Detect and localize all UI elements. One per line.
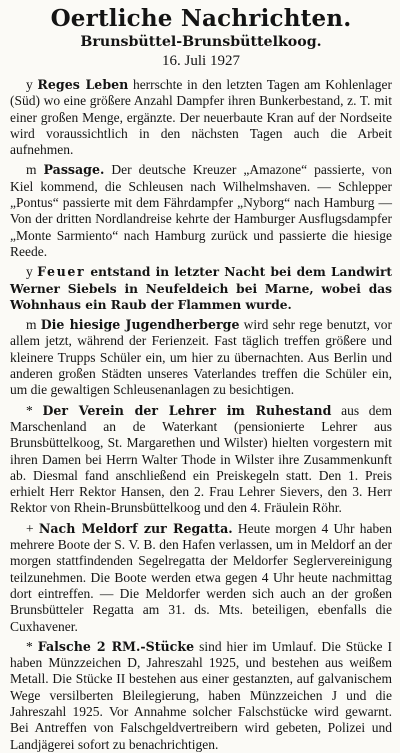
section-heading: Oertliche Nachrichten. — [50, 5, 352, 32]
article-marker: y — [26, 77, 33, 92]
article-feuer — [10, 264, 392, 313]
article-marker: * — [26, 402, 33, 418]
article-body: sind hier im Umlauf. Die Stücke I haben Münzzeichen D, Jahreszahl 1925, und bestehen aus weißem Metall. Die Stücke II bestehen aus einer gestanzten, auf galvanischem Wege versilberten Bleilegierung, haben Münzzeichen J und die Jahreszahl 1925. Vor Annahme solcher Falschstücke wird gewarnt. Bei Antreffen von Falschgeldvertreibern wird gebeten, Polizei und Landjägerei sofort zu benachrichtigen. — [10, 638, 393, 752]
article-passage — [10, 162, 392, 260]
article-reges-leben — [10, 77, 392, 158]
article-keyword: Nach Meldorf zur Regatta. — [38, 520, 233, 536]
dateline: 16. Juli 1927 — [162, 53, 240, 69]
article-keyword: Feuer — [37, 264, 86, 280]
article-keyword: Der Verein der Lehrer im Ruhestand — [42, 402, 332, 418]
article-marker: m — [26, 162, 37, 178]
article-body: wird sehr rege benutzt, vor allem jetzt, während der Ferienzeit. Fast täglich treffen größere und kleinere Trupps Schüler ein, um hier zu übernachten. Aus Berlin und anderen großen Städten unseres Vaterlandes treffen die Schüler ein, um die gewaltigen Schleusenanlagen zu besichtigen. — [10, 317, 393, 398]
article-regatta — [10, 521, 392, 635]
article-keyword: Passage. — [43, 162, 105, 178]
article-marker: + — [26, 520, 34, 536]
article-body: aus dem Marschenland an de Waterkant (pensionierte Lehrer aus Brunsbüttelkoog, St. Margarethen und Wilster) hielten vorgestern mit ihren Damen bei Herrn Walter Thode in Wilster ihre Zusammenkunft ab. Diesmal fand anschließend ein Preiskegeln statt. Den 1. Preis erhielt Herr Rektor Hansen, den 2. Frau Lehrer Sievers, den 3. Herr Rektor von Rhein-Brunsbüttelkoog und den 4. Fräulein Röhr. — [10, 402, 392, 516]
article-jugendherberge — [10, 317, 392, 398]
article-body: entstand in letzter Nacht bei dem Landwirt Werner Siebels in Neufeldeich bei Marne, wobei das Wohnhaus ein Raub der Flammen wurde. — [10, 265, 393, 312]
location-heading: Brunsbüttel-Brunsbüttelkoog. — [80, 34, 322, 50]
article-body: Heute morgen 4 Uhr haben mehrere Boote der S. V. B. den Hafen verlassen, um in Meldorf an der morgen stattfindenden Segelregatta der Meldorfer Seglervereinigung teilzunehmen. Die Boote werden etwa gegen 4 Uhr heute nachmittag dort eintreffen. — Die Meldorfer werden sich auch an der großen Brunsbütteler Regatta am 31. ds. Mts. beteiligen, ebenfalls die Cuxhavener. — [10, 520, 392, 634]
article-lehrerverein — [10, 403, 392, 517]
article-falschgeld — [10, 639, 392, 753]
article-keyword: Die hiesige Jugendherberge — [40, 317, 240, 333]
article-body: herrschte in den letzten Tagen am Kohlenlager (Süd) wo eine größere Anzahl Dampfer ihren Bunkerbestand, z. T. mit einer großen Menge, ergänzte. Der neuerbaute Kran auf der Nordseite wird voraussichtlich in den nächsten Tagen auch die Arbeit aufnehmen. — [10, 77, 393, 158]
article-marker: m — [26, 317, 37, 333]
article-marker: y — [26, 264, 33, 280]
article-marker: * — [26, 638, 33, 654]
article-keyword: Reges Leben — [37, 77, 129, 92]
article-keyword: Falsche 2 RM.-Stücke — [37, 638, 195, 654]
article-body: Der deutsche Kreuzer „Amazone“ passierte, von Kiel kommend, die Schleusen nach Wilhelmshaven. — Schlepper „Pontus“ passierte mit dem Fährdampfer „Nyborg“ nach Hamburg — Von der dritten Nordlandreise kehrte der Hamburger Ausflugsdampfer „Monte Sarmiento“ nach Hamburg zurück und passierte die hiesige Reede. — [10, 162, 393, 259]
